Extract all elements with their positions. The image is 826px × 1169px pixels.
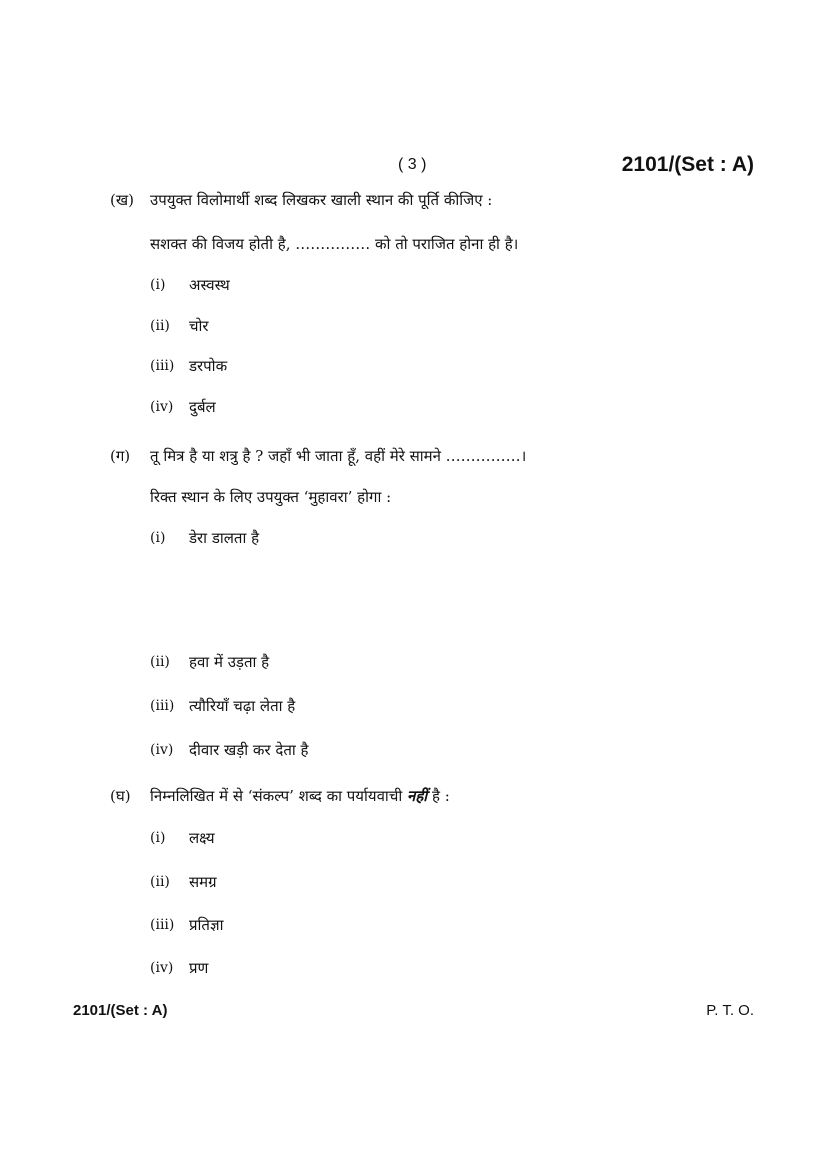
question-text-gha-after: है : — [431, 787, 450, 805]
option-number: (i) — [150, 530, 166, 546]
question-text-gha-before: निम्नलिखित में से ‘संकल्प’ शब्द का पर्यायवाची — [150, 787, 403, 805]
question-text-gha-emphasis: नहीं — [407, 787, 428, 805]
option-text: प्रतिज्ञा — [189, 916, 224, 934]
option-text: अस्वस्थ — [189, 276, 230, 294]
option-text: डरपोक — [189, 357, 228, 375]
option-number: (iii) — [150, 698, 175, 714]
option-text: हवा में उड़ता है — [189, 653, 270, 671]
paper-code-header: 2101/(Set : A) — [621, 153, 754, 176]
pto-label: P. T. O. — [706, 1002, 754, 1019]
option-text: डेरा डालता है — [189, 529, 260, 547]
question-label-kha: (ख) — [110, 191, 134, 209]
option-number: (ii) — [150, 318, 170, 334]
option-text: दुर्बल — [189, 398, 216, 416]
option-text: प्रण — [189, 959, 209, 977]
option-number: (ii) — [150, 874, 170, 890]
option-text: त्यौरियाँ चढ़ा लेता है — [189, 697, 296, 715]
option-number: (iv) — [150, 960, 174, 976]
question-label-gha: (घ) — [110, 787, 131, 805]
option-text: दीवार खड़ी कर देता है — [189, 741, 309, 759]
option-number: (i) — [150, 830, 166, 846]
option-number: (iv) — [150, 399, 174, 415]
option-number: (iii) — [150, 917, 175, 933]
option-text: समग्र — [189, 873, 217, 891]
page-number: ( 3 ) — [398, 156, 427, 173]
option-number: (i) — [150, 277, 166, 293]
question-text-kha: उपयुक्त विलोमार्थी शब्द लिखकर खाली स्थान की पूर्ति कीजिए : — [150, 191, 493, 209]
question-sentence-ga: रिक्त स्थान के लिए उपयुक्त ‘मुहावरा’ होगा : — [150, 488, 392, 506]
option-text: चोर — [189, 317, 209, 335]
option-number: (ii) — [150, 654, 170, 670]
question-text-gha — [150, 786, 450, 806]
question-sentence-kha: सशक्त की विजय होती है, …………… को तो पराजित होना ही है। — [150, 235, 519, 253]
option-text: लक्ष्य — [189, 829, 215, 847]
option-number: (iii) — [150, 358, 175, 374]
question-label-ga: (ग) — [110, 447, 131, 465]
paper-code-footer: 2101/(Set : A) — [73, 1002, 168, 1019]
question-text-ga: तू मित्र है या शत्रु है ? जहाँ भी जाता हूँ, वहीं मेरे सामने ……………। — [150, 447, 527, 465]
option-number: (iv) — [150, 742, 174, 758]
